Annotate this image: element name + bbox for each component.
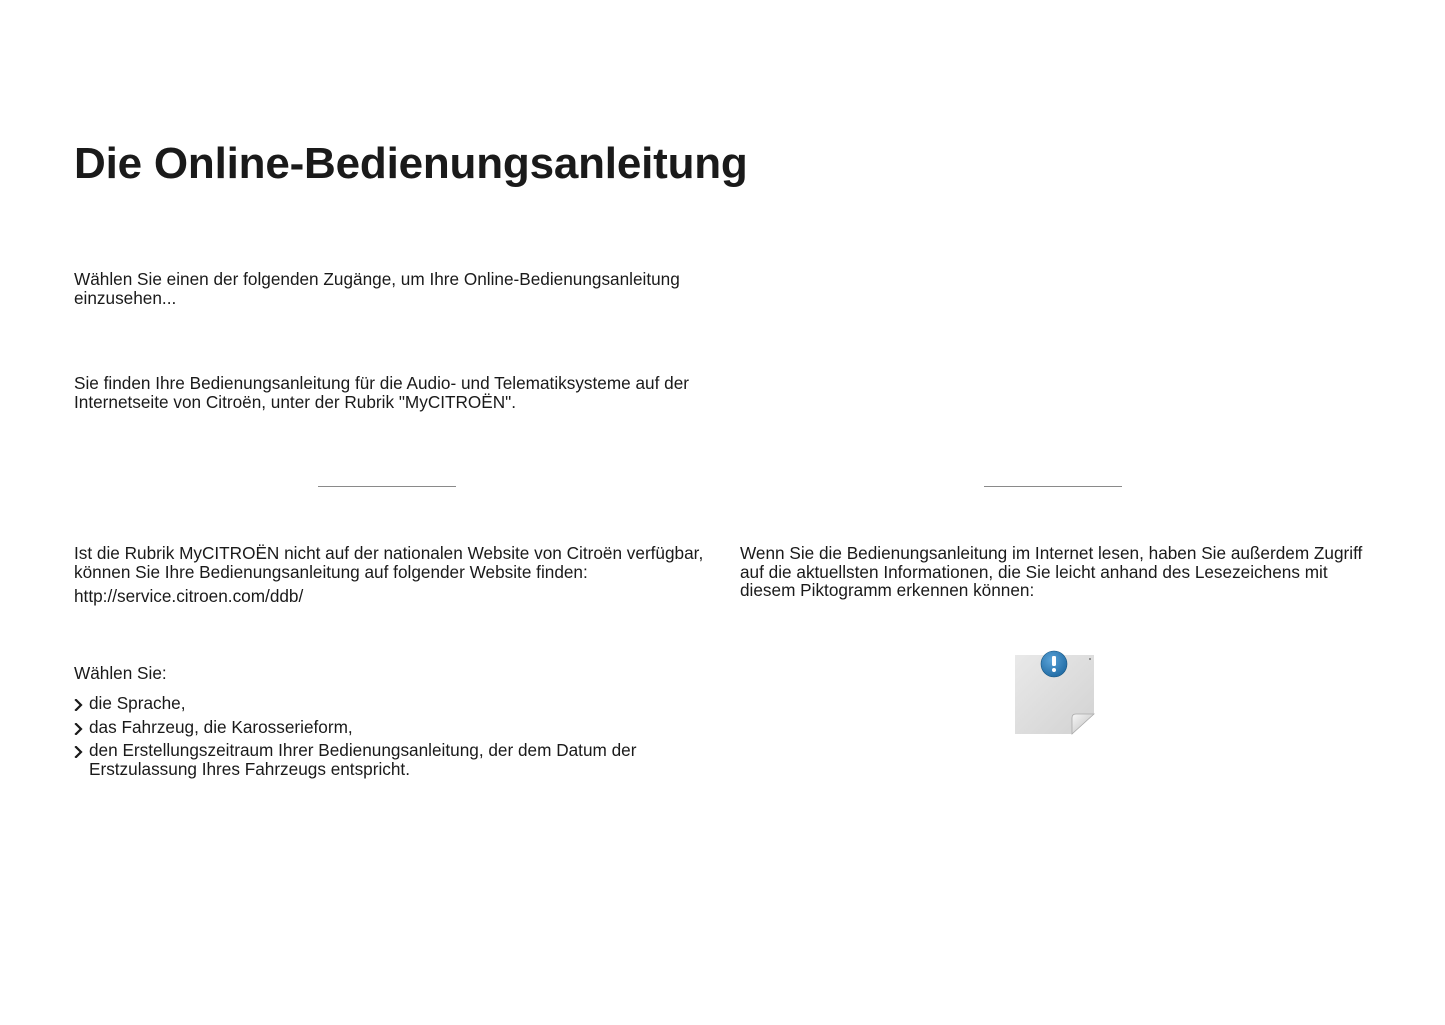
no-rubrik-text: Ist die Rubrik MyCITROËN nicht auf der nationalen Website von Citroën verfügbar, können Sie Ihre Bedienungsanleitung auf folgender Website finden: bbox=[74, 543, 704, 582]
list-item bbox=[74, 718, 714, 737]
choice-text: die Sprache, bbox=[89, 693, 186, 713]
section-divider-right bbox=[984, 486, 1122, 487]
audio-telematics-text: Sie finden Ihre Bedienungsanleitung für die Audio- und Telematiksysteme auf der Internetseite von Citroën, unter der Rubrik "MyCITROËN". bbox=[74, 373, 690, 412]
choice-list bbox=[74, 694, 714, 783]
chevron-right-icon bbox=[74, 699, 83, 711]
list-item bbox=[74, 741, 714, 778]
page-title: Die Online-Bedienungsanleitung bbox=[74, 139, 748, 188]
intro-text: Wählen Sie einen der folgenden Zugänge, um Ihre Online-Bedienungsanleitung einzusehen... bbox=[74, 269, 680, 308]
chevron-right-icon bbox=[74, 723, 83, 735]
manual-url-link[interactable]: http://service.citroen.com/ddb/ bbox=[74, 586, 304, 606]
online-info-text: Wenn Sie die Bedienungsanleitung im Internet lesen, haben Sie außerdem Zugriff auf die aktuellsten Informationen, die Sie leicht anhand des Lesezeichens mit diesem Piktogramm erkennen können: bbox=[740, 543, 1363, 600]
chevron-right-icon bbox=[74, 746, 83, 758]
choice-text: das Fahrzeug, die Karosserieform, bbox=[89, 716, 353, 737]
choice-text: den Erstellungszeitraum Ihrer Bedienungsanleitung, der dem Datum der Erstzulassung Ihres Fahrzeugs entspricht. bbox=[89, 740, 637, 779]
choose-label: Wählen Sie: bbox=[74, 663, 167, 683]
section-divider-left bbox=[318, 486, 456, 487]
bookmark-info-icon bbox=[1012, 648, 1098, 736]
list-item bbox=[74, 694, 714, 713]
